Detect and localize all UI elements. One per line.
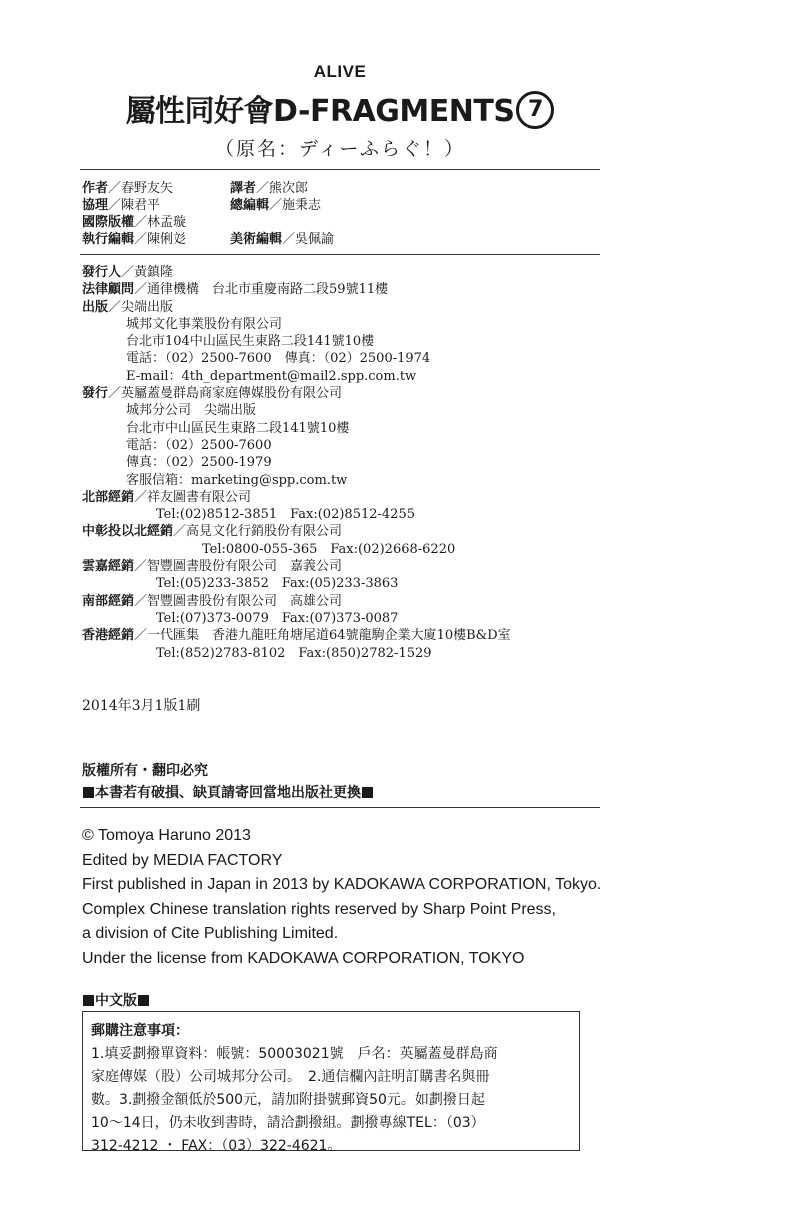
divider-rights [80,807,600,808]
notice-line: 1.填妥劃撥單資料：帳號：50003021號 戶名：英屬蓋曼群島商 [91,1046,498,1062]
publishing-label: 北部經銷 [82,489,135,505]
publishing-line [82,454,511,471]
publishing-line [82,593,511,610]
publishing-text: 通律機構 台北市重慶南路二段59號11樓 [147,282,389,298]
publishing-line [82,350,511,367]
publishing-text: 城邦分公司 尖端出版 [126,403,257,419]
publishing-line [82,437,511,454]
edition-date: 2014年3月1版1刷 [82,698,201,714]
separator: ／ [121,265,135,280]
intl-rights-name: 林孟璇 [147,215,187,230]
divider-staff [80,254,600,255]
separator: ／ [134,282,148,298]
book-title-text: 屬性同好會D-FRAGMENTS [125,94,515,129]
publishing-text: 英屬蓋曼群島商家庭傳媒股份有限公司 [121,386,343,402]
separator: ／ [134,593,148,609]
publishing-text: E-mail：4th_department@mail2.spp.com.tw [126,368,417,384]
publishing-line [82,420,511,437]
publishing-text: 黃鎮隆 [134,265,174,280]
publishing-line [82,489,511,506]
copyright-block [82,824,601,971]
notice-line: 家庭傳媒（股）公司城邦分公司。 2.通信欄內註明訂購書名與冊 [91,1069,490,1085]
rights-line-2-wrap [82,782,374,804]
copyright-line: © Tomoya Haruno 2013 [82,827,251,844]
separator: ／ [134,559,148,575]
chief-editor-label: 總編輯 [230,198,270,213]
assistant-name: 陳君平 [121,198,161,213]
publishing-line [82,299,511,316]
publishing-line [82,575,511,592]
publishing-text: 智豐圖書股份有限公司 高雄公司 [147,593,343,609]
square-bullet-icon [83,995,94,1006]
chief-editor-name: 施秉志 [282,198,322,213]
publishing-line [82,368,511,385]
volume-number: 7 [516,91,554,129]
square-bullet-icon [362,787,373,798]
publishing-label: 發行 [82,386,109,402]
separator: ／ [108,299,122,315]
square-bullet-icon [138,995,149,1006]
mail-order-notice [82,1011,580,1154]
publishing-text: Tel:(852)2783-8102 Fax:(850)2782-1529 [156,645,432,661]
rights-notice [82,760,374,804]
book-title [40,86,640,132]
exec-editor-name: 陳俐彣 [147,232,187,247]
exec-editor-label: 執行編輯 [82,232,135,247]
publishing-text: 電話：（02）2500-7600 [126,437,272,453]
publishing-text: 尖端出版 [121,299,174,315]
publishing-text: Tel:(02)8512-3851 Fax:(02)8512-4255 [156,507,415,523]
separator: ／ [134,489,148,505]
publishing-text: 客服信箱：marketing@spp.com.tw [126,472,348,488]
series-label: ALIVE [313,62,367,81]
rights-line-1: 版權所有・翻印必究 [82,763,208,779]
publishing-line [82,402,511,419]
publishing-line [82,610,511,627]
publishing-label: 雲嘉經銷 [82,559,135,575]
publishing-text: 城邦文化事業股份有限公司 [126,316,283,332]
publishing-info [82,264,511,662]
chinese-edition-label [82,990,150,1010]
publishing-line [82,333,511,350]
author-name: 春野友矢 [121,181,174,196]
publishing-text: 一代匯集 香港九龍旺角塘尾道64號龍駒企業大廈10樓B&D室 [147,628,511,644]
publishing-line [82,645,511,662]
author-label: 作者 [82,181,109,196]
art-editor-label: 美術編輯 [230,232,283,247]
original-title: （原名：ディーふらぐ！） [214,138,466,160]
copyright-line: a division of Cite Publishing Limited. [82,925,339,942]
separator: ／ [134,628,148,644]
publishing-label: 香港經銷 [82,628,135,644]
art-editor-name: 吳佩諭 [295,232,335,247]
publishing-label: 中彰投以北經銷 [82,524,174,540]
publishing-line [82,472,511,489]
publishing-line [82,281,511,298]
translator-name: 熊次郎 [269,181,309,196]
copyright-line: First published in Japan in 2013 by KADOKAWA CORPORATION, Tokyo. [82,876,602,893]
publishing-line [82,541,511,558]
publishing-text: Tel:(07)373-0079 Fax:(07)373-0087 [156,610,399,626]
publishing-line [82,558,511,575]
copyright-line: Complex Chinese translation rights reserved by Sharp Point Press, [82,900,556,918]
publishing-text: Tel:0800-055-365 Fax:(02)2668-6220 [202,541,456,557]
publishing-text: 台北市中山區民生東路二段141號10樓 [126,420,350,436]
assistant-label: 協理 [82,198,109,213]
divider-top [80,169,600,170]
publishing-label: 出版 [82,299,109,315]
publishing-line [82,385,511,402]
copyright-line: Under the license from KADOKAWA CORPORATION, TOKYO [82,949,525,967]
publishing-text: 高見文化行銷股份有限公司 [186,524,343,540]
publishing-label: 南部經銷 [82,593,135,609]
publishing-line [82,264,511,281]
separator: ／ [173,524,187,540]
intl-rights-label: 國際版權 [82,215,135,230]
notice-line: 數。3.劃撥金額低於500元，請加附掛號郵資50元。如劃撥日起 [91,1092,485,1108]
publishing-text: 祥友圖書有限公司 [147,489,252,505]
publishing-label: 發行人 [82,265,122,280]
copyright-line: Edited by MEDIA FACTORY [82,851,283,869]
publishing-line [82,523,511,540]
publishing-text: Tel:(05)233-3852 Fax:(05)233-3863 [156,576,399,592]
square-bullet-icon [83,787,94,798]
edition-label-text: 中文版 [95,993,137,1009]
rights-line-2: 本書若有破損、缺頁請寄回當地出版社更換 [95,785,361,801]
publishing-label: 法律顧問 [82,282,135,298]
staff-credits-right: 譯者／熊次郎 總編輯／施秉志 美術編輯／吳佩諭 [230,181,335,247]
publishing-text: 電話：（02）2500-7600 傳真：（02）2500-1974 [126,351,431,367]
publishing-text: 台北市104中山區民生東路二段141號10樓 [126,334,375,350]
publishing-text: 傳真：（02）2500-1979 [126,455,272,471]
notice-title: 郵購注意事項： [91,1023,189,1039]
notice-line: 10～14日，仍未收到書時，請洽劃撥組。劃撥專線TEL：（03） [91,1115,485,1131]
publishing-line [82,627,511,644]
publishing-text: 智豐圖書股份有限公司 嘉義公司 [147,559,343,575]
publishing-line [82,316,511,333]
notice-line: 312-4212 ・ FAX：（03）322-4621。 [91,1138,342,1154]
translator-label: 譯者 [230,181,257,196]
staff-credits-left: 作者／春野友矢 協理／陳君平 國際版權／林孟璇 執行編輯／陳俐彣 [82,181,187,247]
separator: ／ [108,386,122,402]
publishing-line [82,506,511,523]
